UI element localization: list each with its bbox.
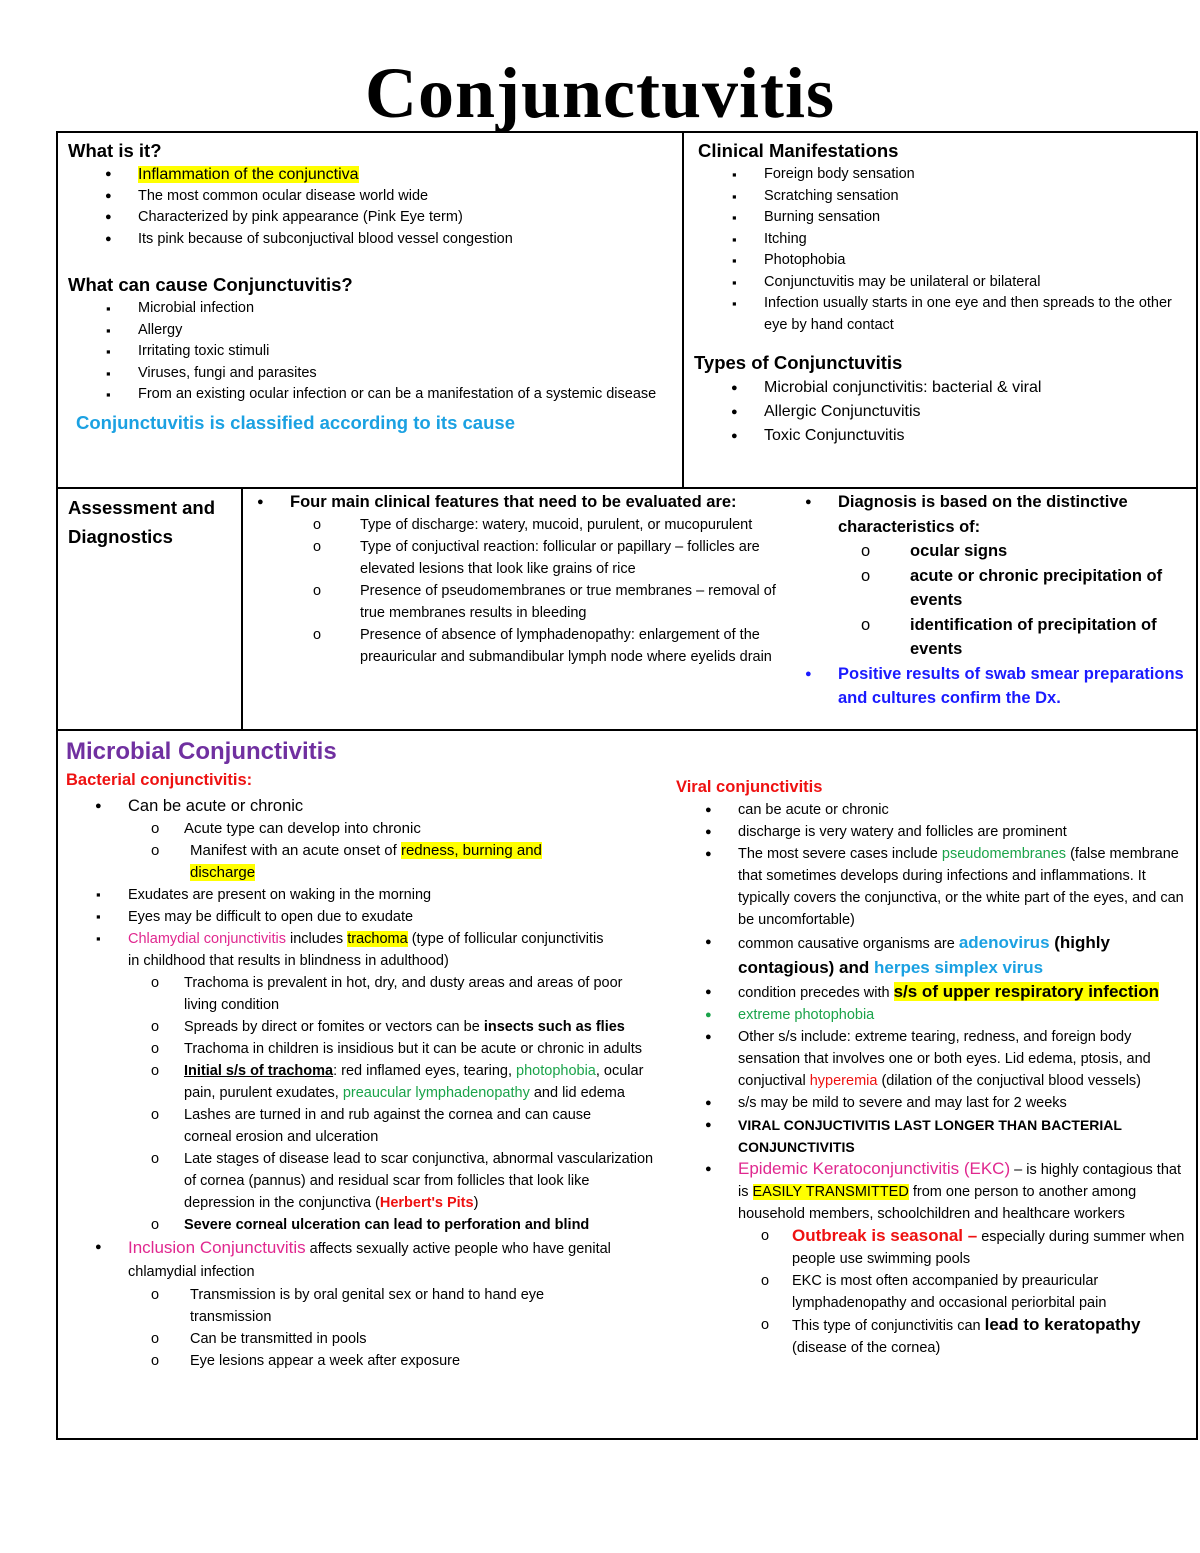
classification-note: Conjunctuvitis is classified according to its cause (76, 411, 515, 433)
list-item: ● Its pink because of subconjuctival blood vessel congestion (68, 229, 673, 251)
severe-text: The most severe cases include (738, 846, 942, 862)
list-item (668, 1314, 1193, 1359)
features-intro: Four main clinical features that need to be evaluated are: (290, 493, 737, 511)
keratopathy-desc: (disease of the cornea) (792, 1340, 941, 1356)
respiratory-highlight: s/s of upper respiratory infection (893, 982, 1160, 1001)
list-item: ● The most common ocular disease world wide (68, 186, 673, 208)
list-item: o Trachoma is prevalent in hot, dry, and dusty areas and areas of poor living condition (58, 972, 624, 1016)
list-item: o Type of conjuctival reaction: follicular or papillary – follicles are elevated lesions that look like grains of rice (220, 536, 790, 580)
contagious-text: (highly contagious) and (738, 933, 1110, 977)
initial-ss-text2: , ocular pain, purulent exudates, (184, 1063, 644, 1101)
onset-highlight: redness, burning and discharge (190, 842, 542, 881)
list-item: ▪ Burning sensation (694, 207, 1189, 229)
types-heading: Types of Conjunctuvitis (694, 352, 903, 373)
inclusion-text: affects sexually active people who have genital chlamydial infection (128, 1241, 611, 1280)
precedes-text: condition precedes with (738, 985, 894, 1001)
clinical-heading: Clinical Manifestations (698, 140, 899, 161)
list-item: ● extreme photophobia (668, 1004, 1193, 1026)
list-item: o Presence of pseudomembranes or true membranes – removal of true membranes results in bleeding (220, 580, 790, 624)
list-item (668, 1026, 1193, 1092)
viral-heading: Viral conjunctivitis (676, 778, 823, 796)
list-item (668, 1158, 1193, 1225)
list-item: o Presence of absence of lymphadenopathy: enlargement of the preauricular and submandibular lymph node where eyelids drain (220, 624, 790, 668)
list-item: ▪ Infection usually starts in one eye and then spreads to the other eye by hand contact (694, 293, 1189, 336)
herberts-pits: Herbert's Pits (379, 1195, 474, 1211)
seasonal-text: especially during summer when people use swimming pools (792, 1229, 1185, 1267)
list-item: o Acute type can develop into chronic (58, 818, 664, 840)
list-item: ▪ Microbial infection (68, 298, 673, 320)
list-item: ▪ Eyes may be difficult to open due to exudate (58, 906, 664, 928)
initial-ss-label: Initial s/s of trachoma (184, 1063, 334, 1079)
list-item (58, 1016, 664, 1038)
ekc-desc: from one person to another among household members, schoolchildren and healthcare workers (738, 1184, 1137, 1222)
other-ss-text: Other s/s include: extreme tearing, redness, and foreign body sensation that involves one or both eyes. Lid edema, ptosis, and conjuctival (738, 1029, 1151, 1089)
adenovirus-text: adenovirus (958, 933, 1050, 952)
chlamydial-name: Chlamydial conjunctivitis (128, 931, 286, 947)
list-item (58, 1236, 618, 1284)
list-item: ● VIRAL CONJUCTIVITIS LAST LONGER THAN BACTERIAL CONJUNCTIVITIS (668, 1114, 1193, 1158)
list-item: ● Allergic Conjunctuvitis (694, 400, 1189, 424)
list-item (668, 981, 1193, 1004)
list-item (68, 164, 673, 186)
definition-highlight: Inflammation of the conjunctiva (138, 166, 359, 183)
initial-ss-text: : red inflamed eyes, tearing, (333, 1063, 517, 1079)
list-item: ▪ From an existing ocular infection or can be a manifestation of a systemic disease (68, 384, 663, 406)
diagnosis-section (768, 490, 1188, 711)
list-item: o EKC is most often accompanied by preauricular lymphadenopathy and occasional periorbital pain (668, 1270, 1193, 1314)
list-item: ● s/s may be mild to severe and may last for 2 weeks (668, 1092, 1193, 1114)
other-ss-desc: (dilation of the conjuctival blood vessels) (877, 1073, 1141, 1089)
list-item: ● discharge is very watery and follicles are prominent (668, 821, 1193, 843)
keratopathy-bold: lead to keratopathy (984, 1315, 1141, 1334)
causes-heading: What can cause Conjunctuvitis? (68, 274, 353, 295)
seasonal-outbreak: Outbreak is seasonal – (792, 1226, 978, 1245)
diagnosis-intro: Diagnosis is based on the distinctive characteristics of: (838, 493, 1128, 536)
list-item: ▪ Itching (694, 229, 1189, 251)
features-section (220, 490, 790, 668)
list-item (768, 490, 1188, 539)
list-item: o identification of precipitation of events (768, 613, 1188, 662)
hyperemia-text: hyperemia (809, 1073, 878, 1089)
list-item: o Lashes are turned in and rub against the cornea and can cause corneal erosion and ulceration (58, 1104, 624, 1148)
list-item (668, 1225, 1193, 1270)
herpes-text: herpes simplex virus (874, 958, 1044, 977)
list-item: ▪ Photophobia (694, 250, 1189, 272)
trachoma-highlight: trachoma (347, 931, 408, 947)
what-is-it-heading: What is it? (68, 140, 162, 161)
late-stage-text: Late stages of disease lead to scar conjunctiva, abnormal vascularization of cornea (pannus) and residual scar from follicles that look like depression in the conjunctiva ( (184, 1151, 654, 1211)
list-item (668, 931, 1193, 981)
list-item (58, 840, 590, 884)
acute-chronic-text: Can be acute or chronic (128, 797, 304, 815)
bacterial-section (58, 794, 664, 1372)
lymphadenopathy-text: preaucular lymphadenopathy (342, 1085, 530, 1101)
list-item: o Can be transmitted in pools (58, 1328, 664, 1350)
chlamydial-desc: (type of follicular conjunctivitis in childhood that results in blindness in adulthood) (128, 931, 604, 969)
easily-transmitted-highlight: EASILY TRANSMITTED (752, 1184, 909, 1200)
top-divider (682, 131, 684, 489)
microbial-heading-block (66, 736, 666, 792)
microbial-heading: Microbial Conjunctivitis (66, 738, 337, 765)
list-item (58, 928, 608, 972)
keratopathy-text: This type of conjunctivitis can (792, 1318, 985, 1334)
assessment-heading-cell (68, 493, 238, 551)
organisms-text: common causative organisms are (738, 936, 959, 952)
list-item: ▪ Foreign body sensation (694, 164, 1189, 186)
list-item (220, 490, 790, 514)
list-item: ● Toxic Conjunctuvitis (694, 424, 1189, 448)
list-item (58, 1148, 654, 1214)
viral-section (668, 775, 1193, 1359)
clinical-section (694, 138, 1189, 448)
list-item: o Trachoma in children is insidious but it can be acute or chronic in adults (58, 1038, 644, 1060)
list-item: o Transmission is by oral genital sex or hand to hand eye transmission (58, 1284, 590, 1328)
list-item: ▪ Exudates are present on waking in the morning (58, 884, 664, 906)
spread-bold: insects such as flies (483, 1019, 625, 1035)
document-title: Conjunctuvitis (364, 53, 836, 133)
ekc-name: Epidemic Keratoconjunctivitis (EKC) (738, 1159, 1011, 1178)
pseudomembranes-text: pseudomembranes (941, 846, 1067, 862)
list-item: o Eye lesions appear a week after exposure (58, 1350, 664, 1372)
chlamydial-text: includes (285, 931, 348, 947)
list-item: o ocular signs (768, 539, 1188, 564)
list-item (58, 794, 664, 818)
list-item: ● can be acute or chronic (668, 799, 1193, 821)
list-item: ▪ Allergy (68, 320, 673, 342)
initial-ss-text3: and lid edema (529, 1085, 625, 1101)
inclusion-name: Inclusion Conjunctuvitis (128, 1238, 306, 1257)
assessment-heading: Assessment and Diagnostics (68, 497, 216, 547)
list-item: ▪ Viruses, fungi and parasites (68, 363, 673, 385)
list-item: o Type of discharge: watery, mucoid, purulent, or mucopurulent (220, 514, 790, 536)
severe-desc: (false membrane that sometimes develops during infections and inflammations. It typically covers the conjunctiva, or the white part of the eyes, and can be uncomfortable) (738, 846, 1184, 928)
list-item: ● Microbial conjunctivitis: bacterial & viral (694, 376, 1189, 400)
list-item: ● Characterized by pink appearance (Pink Eye term) (68, 207, 673, 229)
spread-text: Spreads by direct or fomites or vectors can be (184, 1019, 484, 1035)
bacterial-heading: Bacterial conjunctivitis: (66, 771, 253, 789)
list-item: o acute or chronic precipitation of events (768, 564, 1188, 613)
list-item: ▪ Scratching sensation (694, 186, 1189, 208)
list-item (668, 843, 1193, 931)
what-is-it-section (68, 138, 673, 433)
list-item: ▪ Conjunctuvitis may be unilateral or bilateral (694, 272, 1189, 294)
onset-text: Manifest with an acute onset of (190, 842, 401, 859)
list-item (58, 1060, 649, 1104)
late-stage-close: ) (473, 1195, 479, 1211)
ekc-text: – is highly contagious that is (738, 1162, 1181, 1200)
list-item: o Severe corneal ulceration can lead to perforation and blind (58, 1214, 664, 1236)
photophobia-text: photophobia (516, 1063, 596, 1079)
list-item (768, 662, 1188, 711)
positive-results: Positive results of swab smear preparations and cultures confirm the Dx. (838, 664, 1184, 707)
list-item: ▪ Irritating toxic stimuli (68, 341, 673, 363)
